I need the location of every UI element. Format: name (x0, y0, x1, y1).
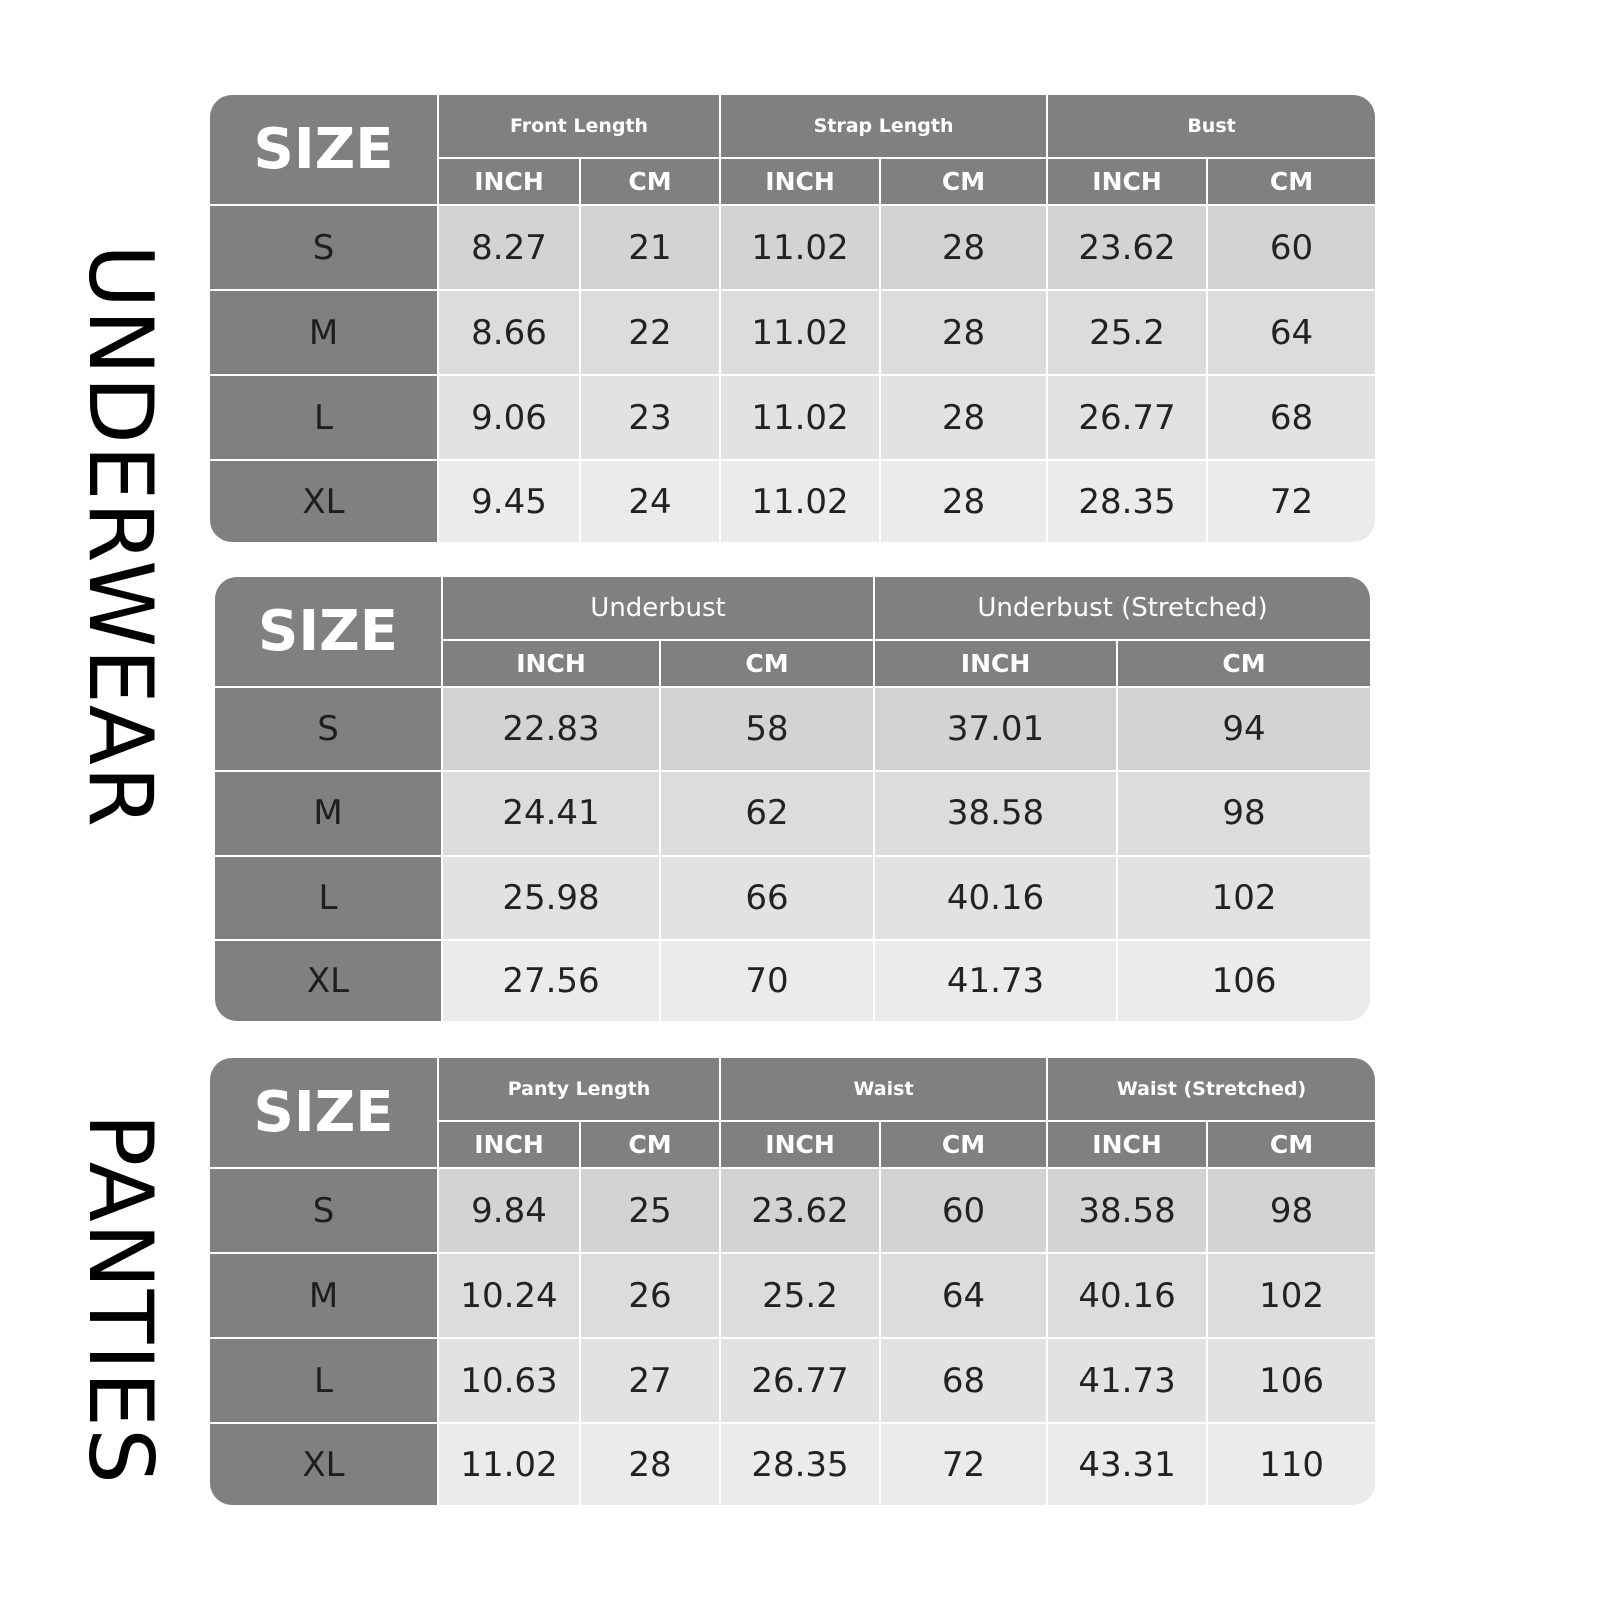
value-cell: 102 (1118, 857, 1370, 941)
unit-header: INCH (1048, 159, 1208, 206)
value-cell: 43.31 (1048, 1424, 1208, 1505)
value-cell: 24 (581, 461, 721, 542)
group-header-bust: Bust (1048, 95, 1375, 159)
value-cell: 9.45 (439, 461, 581, 542)
panties-label: PANTIES (69, 1113, 172, 1485)
size-cell: L (210, 376, 439, 461)
value-cell: 62 (661, 772, 875, 856)
value-cell: 58 (661, 688, 875, 772)
value-cell: 40.16 (875, 857, 1118, 941)
table-row (210, 206, 1375, 291)
size-cell: M (215, 772, 443, 856)
value-cell: 11.02 (721, 376, 881, 461)
unit-header: INCH (721, 1122, 881, 1169)
unit-header: INCH (443, 641, 661, 688)
unit-header: CM (581, 1122, 721, 1169)
size-cell: S (210, 206, 439, 291)
table-row (210, 1169, 1375, 1254)
value-cell: 60 (1208, 206, 1375, 291)
size-cell: M (210, 291, 439, 376)
value-cell: 22 (581, 291, 721, 376)
value-cell: 25.2 (1048, 291, 1208, 376)
underwear-size-table-1 (210, 95, 1375, 542)
value-cell: 28 (881, 206, 1048, 291)
value-cell: 38.58 (875, 772, 1118, 856)
value-cell: 25 (581, 1169, 721, 1254)
unit-header: CM (1208, 159, 1375, 206)
unit-header: CM (881, 1122, 1048, 1169)
size-cell: XL (210, 461, 439, 542)
group-header-strap-length: Strap Length (721, 95, 1048, 159)
value-cell: 8.27 (439, 206, 581, 291)
value-cell: 27.56 (443, 941, 661, 1021)
value-cell: 106 (1208, 1339, 1375, 1424)
value-cell: 25.98 (443, 857, 661, 941)
table-row (210, 1254, 1375, 1339)
table-row (215, 688, 1370, 772)
value-cell: 40.16 (1048, 1254, 1208, 1339)
value-cell: 25.2 (721, 1254, 881, 1339)
value-cell: 28.35 (1048, 461, 1208, 542)
value-cell: 106 (1118, 941, 1370, 1021)
group-header-waist: Waist (721, 1058, 1048, 1122)
value-cell: 10.24 (439, 1254, 581, 1339)
value-cell: 10.63 (439, 1339, 581, 1424)
group-header-panty-length: Panty Length (439, 1058, 721, 1122)
value-cell: 23.62 (721, 1169, 881, 1254)
value-cell: 38.58 (1048, 1169, 1208, 1254)
size-cell: XL (210, 1424, 439, 1505)
unit-header: CM (581, 159, 721, 206)
value-cell: 28 (881, 291, 1048, 376)
value-cell: 9.84 (439, 1169, 581, 1254)
table-row (215, 857, 1370, 941)
value-cell: 21 (581, 206, 721, 291)
table-row (210, 1424, 1375, 1505)
value-cell: 72 (881, 1424, 1048, 1505)
group-header-underbust: Underbust (443, 577, 875, 641)
value-cell: 23 (581, 376, 721, 461)
group-header-underbust-stretched: Underbust (Stretched) (875, 577, 1370, 641)
unit-header: CM (881, 159, 1048, 206)
size-cell: XL (215, 941, 443, 1021)
size-cell: M (210, 1254, 439, 1339)
unit-header: INCH (1048, 1122, 1208, 1169)
unit-header: CM (1208, 1122, 1375, 1169)
value-cell: 9.06 (439, 376, 581, 461)
panties-size-table (210, 1058, 1375, 1505)
value-cell: 27 (581, 1339, 721, 1424)
value-cell: 24.41 (443, 772, 661, 856)
table-row (215, 772, 1370, 856)
value-cell: 94 (1118, 688, 1370, 772)
group-header-waist-stretched: Waist (Stretched) (1048, 1058, 1375, 1122)
value-cell: 28 (881, 461, 1048, 542)
size-header: SIZE (210, 95, 439, 206)
value-cell: 66 (661, 857, 875, 941)
value-cell: 11.02 (721, 461, 881, 542)
value-cell: 11.02 (721, 291, 881, 376)
table-row (215, 941, 1370, 1021)
table-row (210, 1339, 1375, 1424)
value-cell: 8.66 (439, 291, 581, 376)
value-cell: 26 (581, 1254, 721, 1339)
value-cell: 26.77 (1048, 376, 1208, 461)
size-cell: S (210, 1169, 439, 1254)
value-cell: 41.73 (875, 941, 1118, 1021)
value-cell: 70 (661, 941, 875, 1021)
table-row (210, 376, 1375, 461)
value-cell: 22.83 (443, 688, 661, 772)
value-cell: 28 (881, 376, 1048, 461)
size-header: SIZE (210, 1058, 439, 1169)
value-cell: 60 (881, 1169, 1048, 1254)
size-cell: L (215, 857, 443, 941)
value-cell: 102 (1208, 1254, 1375, 1339)
table-row (210, 461, 1375, 542)
value-cell: 26.77 (721, 1339, 881, 1424)
unit-header: CM (1118, 641, 1370, 688)
value-cell: 28.35 (721, 1424, 881, 1505)
value-cell: 11.02 (439, 1424, 581, 1505)
unit-header: INCH (439, 1122, 581, 1169)
size-header: SIZE (215, 577, 443, 688)
value-cell: 41.73 (1048, 1339, 1208, 1424)
value-cell: 110 (1208, 1424, 1375, 1505)
table-row (210, 291, 1375, 376)
value-cell: 98 (1118, 772, 1370, 856)
value-cell: 98 (1208, 1169, 1375, 1254)
unit-header: INCH (875, 641, 1118, 688)
underwear-label: UNDERWEAR (69, 244, 172, 829)
value-cell: 64 (881, 1254, 1048, 1339)
value-cell: 28 (581, 1424, 721, 1505)
group-header-front-length: Front Length (439, 95, 721, 159)
value-cell: 68 (1208, 376, 1375, 461)
underwear-size-table-2 (215, 577, 1370, 1021)
value-cell: 68 (881, 1339, 1048, 1424)
value-cell: 72 (1208, 461, 1375, 542)
size-cell: L (210, 1339, 439, 1424)
value-cell: 64 (1208, 291, 1375, 376)
value-cell: 23.62 (1048, 206, 1208, 291)
unit-header: INCH (721, 159, 881, 206)
value-cell: 11.02 (721, 206, 881, 291)
value-cell: 37.01 (875, 688, 1118, 772)
unit-header: INCH (439, 159, 581, 206)
size-cell: S (215, 688, 443, 772)
unit-header: CM (661, 641, 875, 688)
